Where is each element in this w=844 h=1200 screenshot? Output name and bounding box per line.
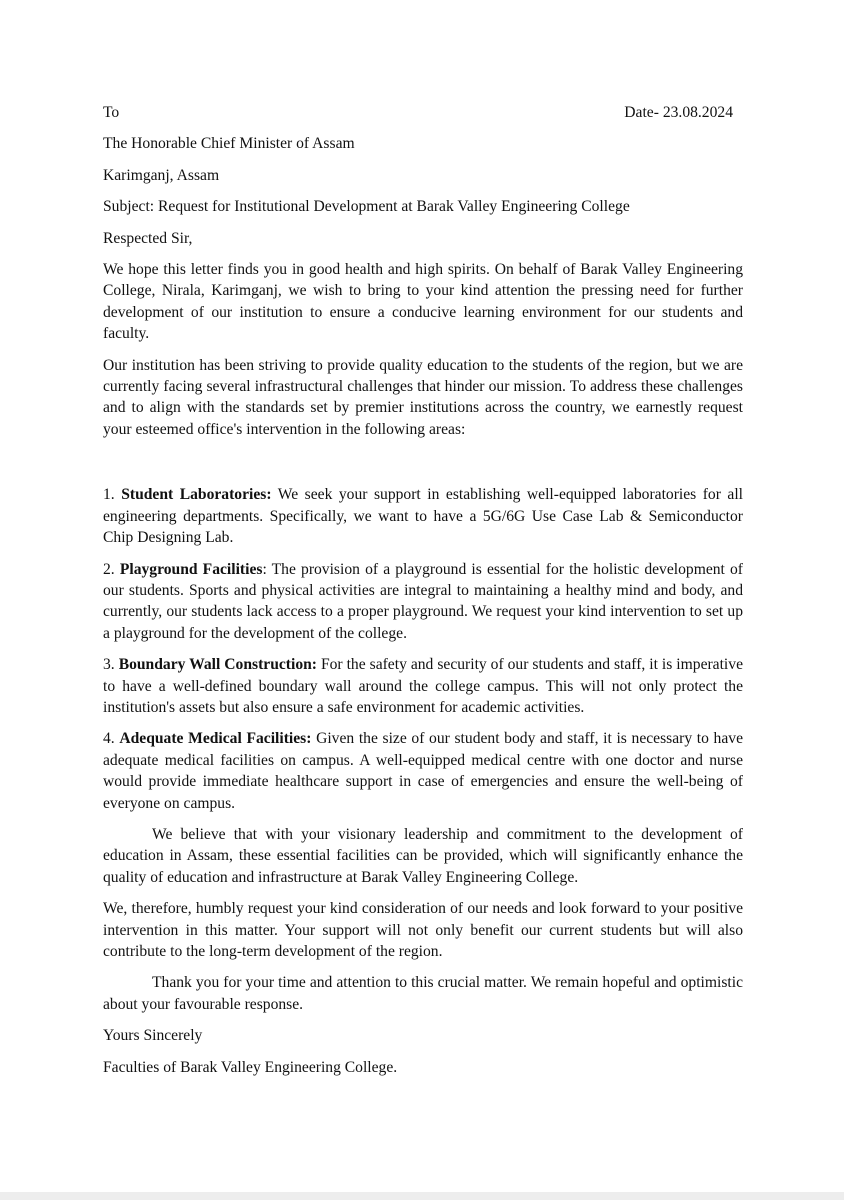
salutation: Respected Sir, bbox=[103, 229, 193, 247]
letter-body bbox=[103, 102, 743, 1088]
recipient: The Honorable Chief Minister of Assam bbox=[103, 135, 355, 153]
bottom-edge bbox=[0, 1192, 844, 1200]
closing-paragraph: We, therefore, humbly request your kind consideration of our needs and look forward to your positive intervention in this matter. Your support will not only benefit our current students but will also contribute to the long-term development of the region. bbox=[103, 900, 743, 960]
item-number: 3. bbox=[103, 656, 115, 674]
item-title: Playground Facilities bbox=[119, 560, 263, 578]
closing-paragraph: Thank you for your time and attention to this crucial matter. We remain hopeful and optimistic about your favourable response. bbox=[103, 974, 743, 1013]
to-label: To bbox=[103, 104, 120, 121]
intro-paragraph: We hope this letter finds you in good health and high spirits. On behalf of Barak Valley Engineering College, Nirala, Karimganj, we wish to bring to your kind attention the pressing need for further development of our institution to ensure a conducive learning environment for our students and faculty. bbox=[103, 261, 743, 343]
item-text: For the safety and security of our students and staff, it is imperative to have a well-defined boundary wall around the college campus. This will not only protect the institution's assets but also ensure a safe environment for academic activities. bbox=[103, 656, 743, 716]
list-item bbox=[103, 728, 743, 814]
item-text: Given the size of our student body and staff, it is necessary to have adequate medical facilities on campus. A well-equipped medical centre with one doctor and nurse would provide immediate healthcare support in case of emergencies and ensure the well-being of everyone on campus. bbox=[103, 730, 743, 812]
spacer bbox=[103, 450, 743, 484]
item-title: Boundary Wall Construction: bbox=[118, 656, 317, 674]
item-number: 4. bbox=[103, 730, 115, 748]
closing-paragraph: We believe that with your visionary leadership and commitment to the development of education in Assam, these essential facilities can be provided, which will significantly enhance the quality of education and infrastructure at Barak Valley Engineering College. bbox=[103, 825, 743, 886]
intro-paragraph: Our institution has been striving to provide quality education to the students of the region, but we are currently facing several infrastructural challenges that hinder our mission. To address these challenges and to align with the standards set by premier institutions across the country, we earnestly request your esteemed office's intervention in the following areas: bbox=[103, 356, 743, 438]
list-item bbox=[103, 484, 743, 548]
list-item bbox=[103, 654, 743, 718]
letter-date: Date- 23.08.2024 bbox=[624, 104, 733, 121]
subject-line: Subject: Request for Institutional Development at Barak Valley Engineering College bbox=[103, 198, 630, 216]
recipient-location: Karimganj, Assam bbox=[103, 166, 220, 184]
letter-header bbox=[103, 102, 743, 123]
item-number: 2. bbox=[103, 560, 115, 578]
item-text: : The provision of a playground is essential for the holistic development of our students. Sports and physical activities are integral to maintaining a healthy mind and body, and currently, our students lack access to a proper playground. We request your kind intervention to set up a playground for the development of the college. bbox=[103, 560, 744, 642]
sign-off: Yours Sincerely bbox=[103, 1027, 203, 1045]
item-title: Student Laboratories: bbox=[121, 486, 272, 504]
item-number: 1. bbox=[103, 486, 115, 504]
item-text: We seek your support in establishing well-equipped laboratories for all engineering departments. Specifically, we want to have a 5G/6G Use Case Lab & Semiconductor Chip Designing Lab. bbox=[103, 486, 743, 547]
item-title: Adequate Medical Facilities: bbox=[119, 730, 312, 748]
list-item bbox=[103, 559, 743, 645]
signatory: Faculties of Barak Valley Engineering College. bbox=[103, 1058, 398, 1076]
